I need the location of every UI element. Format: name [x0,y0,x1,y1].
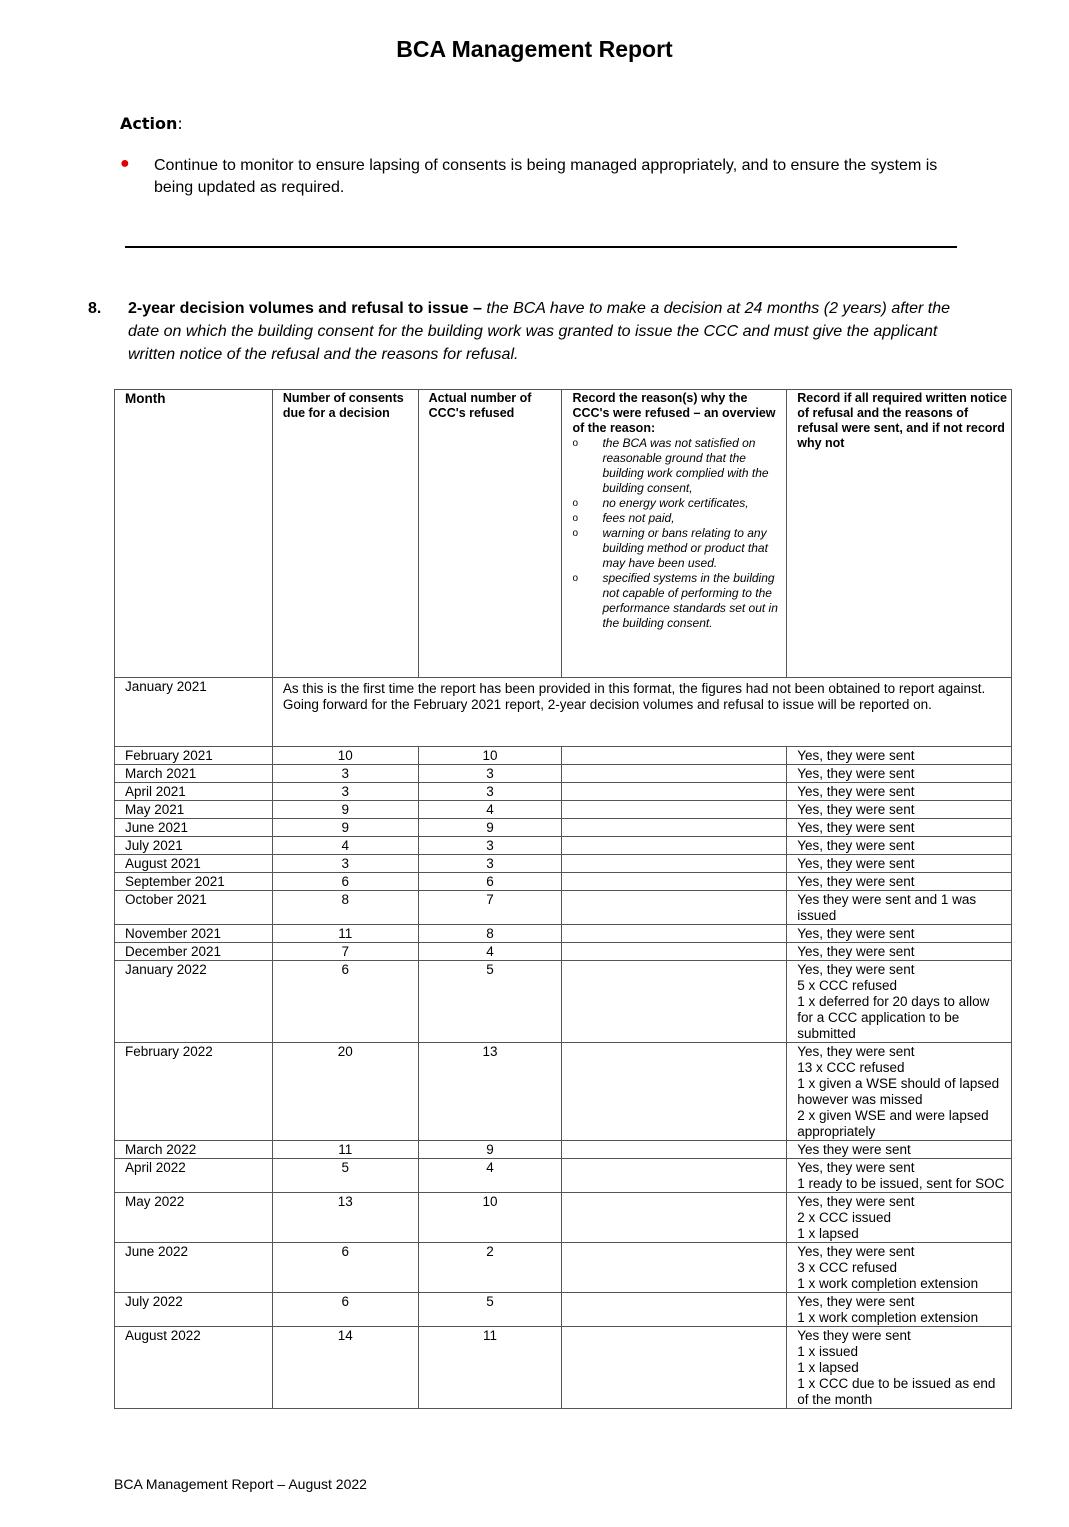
divider-line [125,246,957,248]
bullet-dot-icon: ● [120,155,130,172]
section-text [128,297,968,366]
notice-line: Yes, they were sent [797,820,915,835]
decision-volumes-table [114,389,1012,1409]
cell-month: May 2022 [115,1193,273,1243]
header-due: Number of consents due for a decision [272,390,418,678]
cell-refused: 4 [418,1159,562,1193]
notice-line: 1 ready to be issued, sent for SOC [797,1176,1005,1191]
cell-refused: 3 [418,855,562,873]
cell-notice [787,891,1012,925]
notice-line: Yes, they were sent [797,1294,915,1309]
table-row [115,1141,1012,1159]
reason-option: o warning or bans relating to any building method or product that may have been used. [572,526,782,571]
table-row [115,943,1012,961]
cell-refused: 11 [418,1327,562,1409]
cell-refused: 5 [418,1293,562,1327]
cell-due: 8 [272,891,418,925]
table-row [115,1327,1012,1409]
cell-month: April 2022 [115,1159,273,1193]
cell-due: 14 [272,1327,418,1409]
cell-month: September 2021 [115,873,273,891]
reason-options-list [572,436,782,631]
cell-notice [787,1159,1012,1193]
action-label: Action [120,114,178,133]
cell-refused: 3 [418,783,562,801]
table-row [115,873,1012,891]
action-heading [120,114,183,133]
notice-line: Yes, they were sent [797,962,915,977]
notice-line: Yes, they were sent [797,856,915,871]
notice-line: 1 x lapsed [797,1226,859,1241]
table-row [115,837,1012,855]
table-row [115,747,1012,765]
cell-reason [562,925,787,943]
notice-line: 1 x lapsed [797,1360,859,1375]
cell-due: 6 [272,961,418,1043]
cell-refused: 5 [418,961,562,1043]
notice-line: Yes, they were sent [797,1044,915,1059]
cell-month: April 2021 [115,783,273,801]
cell-notice [787,1293,1012,1327]
cell-refused: 9 [418,1141,562,1159]
cell-refused: 2 [418,1243,562,1293]
notice-line: 1 x issued [797,1344,859,1359]
cell-month: May 2021 [115,801,273,819]
cell-reason [562,1243,787,1293]
cell-notice [787,855,1012,873]
cell-month: August 2022 [115,1327,273,1409]
cell-reason [562,783,787,801]
cell-refused: 6 [418,873,562,891]
table-row [115,783,1012,801]
cell-reason [562,855,787,873]
cell-reason [562,873,787,891]
cell-notice [787,819,1012,837]
cell-due: 3 [272,783,418,801]
table-row [115,891,1012,925]
action-bullet-text: Continue to monitor to ensure lapsing of consents is being managed appropriately, and to ensure the system is being updated as required. [154,157,938,196]
reason-option: o fees not paid, [572,511,782,526]
notice-line: Yes, they were sent [797,766,915,781]
cell-month: July 2022 [115,1293,273,1327]
header-reason [562,390,787,678]
cell-refused: 8 [418,925,562,943]
cell-notice [787,961,1012,1043]
notice-line: 1 x given a WSE should of lapsed however was missed [797,1076,1000,1107]
notice-line: Yes, they were sent [797,1160,915,1175]
table-row [115,925,1012,943]
notice-line: Yes they were sent [797,1142,911,1157]
cell-reason [562,943,787,961]
cell-notice [787,1243,1012,1293]
reason-option: o no energy work certificates, [572,496,782,511]
cell-notice [787,1327,1012,1409]
cell-notice [787,1193,1012,1243]
cell-due: 9 [272,801,418,819]
notice-line: 3 x CCC refused [797,1260,898,1275]
notice-line: 2 x given WSE and were lapsed appropriately [797,1108,989,1139]
cell-due: 11 [272,1141,418,1159]
cell-month: December 2021 [115,943,273,961]
table-row [115,765,1012,783]
reason-option: o the BCA was not satisfied on reasonable ground that the building work complied with the building consent, [572,436,782,496]
cell-month: March 2021 [115,765,273,783]
cell-month: February 2022 [115,1043,273,1141]
table-row [115,1159,1012,1193]
table-row [115,1193,1012,1243]
table-row [115,855,1012,873]
cell-refused: 4 [418,801,562,819]
cell-month: January 2022 [115,961,273,1043]
page-title: BCA Management Report [396,36,673,62]
reason-option: o specified systems in the building not capable of performing to the performance standards set out in the building consent. [572,571,782,631]
cell-due: 6 [272,873,418,891]
cell-reason [562,837,787,855]
cell-month: February 2021 [115,747,273,765]
table-row [115,1293,1012,1327]
notice-line: Yes they were sent and 1 was issued [797,892,977,923]
cell-reason [562,1159,787,1193]
cell-due: 6 [272,1293,418,1327]
cell-month: January 2021 [115,678,273,747]
cell-refused: 4 [418,943,562,961]
notice-line: Yes, they were sent [797,1244,915,1259]
table-header-row [115,390,1012,678]
header-month: Month [115,390,273,678]
cell-reason [562,819,787,837]
cell-notice [787,1141,1012,1159]
cell-reason [562,1141,787,1159]
notice-line: Yes, they were sent [797,802,915,817]
table-row [115,819,1012,837]
cell-due: 4 [272,837,418,855]
cell-refused: 9 [418,819,562,837]
notice-line: 1 x work completion extension [797,1276,979,1291]
notice-line: 5 x CCC refused [797,978,898,993]
cell-refused: 13 [418,1043,562,1141]
cell-notice [787,1043,1012,1141]
cell-reason [562,1293,787,1327]
section-heading: 2-year decision volumes and refusal to issue – [128,300,482,317]
notice-line: 1 x work completion extension [797,1310,979,1325]
cell-notice [787,765,1012,783]
notice-line: Yes, they were sent [797,926,915,941]
cell-first-note: As this is the first time the report has been provided in this format, the figures had not been obtained to report against. Going forward for the February 2021 report, 2-year decision volumes and refusal to issue will be reported on. [272,678,1011,747]
cell-due: 3 [272,765,418,783]
notice-line: 2 x CCC issued [797,1210,892,1225]
cell-notice [787,747,1012,765]
notice-line: 1 x deferred for 20 days to allow for a CCC application to be submitted [797,994,990,1041]
cell-month: July 2021 [115,837,273,855]
cell-due: 11 [272,925,418,943]
cell-reason [562,1327,787,1409]
cell-refused: 3 [418,765,562,783]
cell-due: 7 [272,943,418,961]
cell-due: 5 [272,1159,418,1193]
table-row [115,801,1012,819]
cell-reason [562,891,787,925]
cell-month: November 2021 [115,925,273,943]
section-description: the BCA have to make a decision at 24 months (2 years) after the date on which the building consent for the building work was granted to issue the CCC and must give the applicant written notice of the refusal and the reasons for refusal. [128,300,951,363]
notice-line: Yes, they were sent [797,944,915,959]
page-footer: BCA Management Report – August 2022 [114,1476,367,1492]
cell-notice [787,873,1012,891]
cell-notice [787,801,1012,819]
notice-line: 13 x CCC refused [797,1060,905,1075]
cell-refused: 10 [418,747,562,765]
cell-refused: 10 [418,1193,562,1243]
table-row [115,961,1012,1043]
header-notice: Record if all required written notice of refusal and the reasons of refusal were sent, and if not record why not [787,390,1012,678]
cell-month: June 2022 [115,1243,273,1293]
cell-notice [787,925,1012,943]
cell-reason [562,765,787,783]
cell-due: 13 [272,1193,418,1243]
cell-reason [562,801,787,819]
table-row [115,1243,1012,1293]
cell-refused: 3 [418,837,562,855]
notice-line: Yes, they were sent [797,838,915,853]
cell-due: 3 [272,855,418,873]
header-reason-title: Record the reason(s) why the CCC's were refused – an overview of the reason: [572,391,776,435]
cell-due: 9 [272,819,418,837]
cell-reason [562,747,787,765]
cell-reason [562,961,787,1043]
notice-line: Yes they were sent [797,1328,911,1343]
notice-line: Yes, they were sent [797,784,915,799]
notice-line: 1 x CCC due to be issued as end of the month [797,1376,996,1407]
notice-line: Yes, they were sent [797,1194,915,1209]
cell-due: 20 [272,1043,418,1141]
table-row [115,1043,1012,1141]
cell-reason [562,1043,787,1141]
cell-month: October 2021 [115,891,273,925]
cell-refused: 7 [418,891,562,925]
cell-notice [787,837,1012,855]
cell-month: March 2022 [115,1141,273,1159]
notice-line: Yes, they were sent [797,748,915,763]
notice-line: Yes, they were sent [797,874,915,889]
cell-notice [787,783,1012,801]
cell-notice [787,943,1012,961]
cell-due: 10 [272,747,418,765]
cell-due: 6 [272,1243,418,1293]
cell-month: August 2021 [115,855,273,873]
cell-month: June 2021 [115,819,273,837]
section-number: 8. [88,300,102,317]
header-refused: Actual number of CCC's refused [418,390,562,678]
action-colon: : [177,114,183,133]
table-row-first [115,678,1012,747]
cell-reason [562,1193,787,1243]
